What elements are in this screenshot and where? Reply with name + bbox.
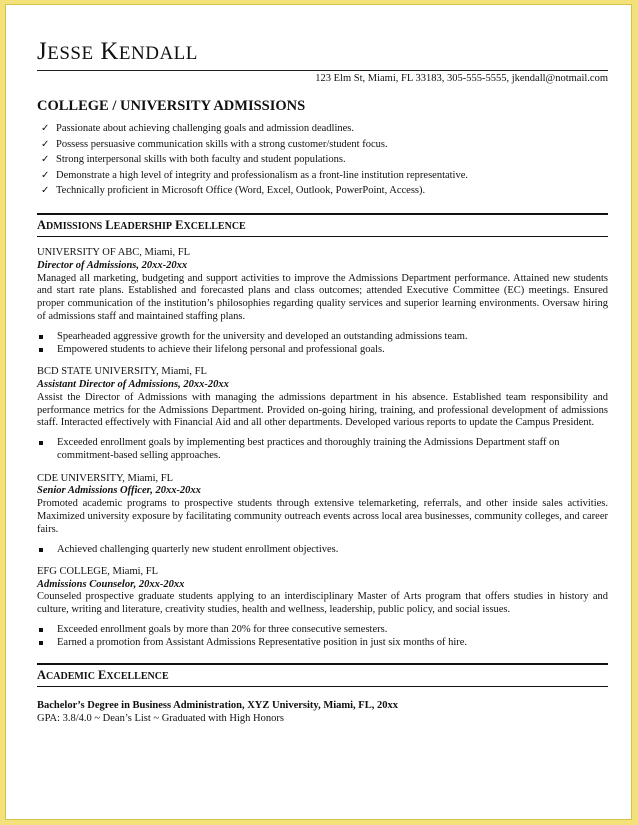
title-initial: A	[37, 217, 47, 232]
job-bullet-text: Spearheaded aggressive growth for the university and developed an outstanding admissions team.	[57, 330, 468, 342]
title-rest: EADERSHIP	[113, 220, 172, 232]
objective-title: COLLEGE / UNIVERSITY ADMISSIONS	[37, 98, 306, 114]
title-initial: E	[175, 217, 184, 232]
title-initial: L	[105, 217, 114, 232]
job-description: Counseled prospective graduate students applying to an interdisciplinary Master of Arts program that offers studies in history and culture, writing and literature, creativity studies, health and wellness, leadership, public policy, and social issues.	[37, 591, 608, 616]
job-description: Promoted academic programs to prospective students through extensive telemarketing, referrals, and other inside sales activities. Maximized university exposure by facilitating community outreach events across local area businesses, community colleges, and career fairs.	[37, 498, 608, 535]
check-icon: ✓	[41, 138, 50, 150]
objective-item-text: Passionate about achieving challenging goals and admission deadlines.	[56, 123, 355, 134]
education-section-title	[37, 665, 608, 686]
gpa-line: GPA: 3.8/4.0 ~ Dean’s List ~ Graduated with High Honors	[37, 713, 284, 725]
job-description: Assist the Director of Admissions with managing the admissions department in his absence. Established team responsibility and performance metrics for the Admissions Department. Provided on-going hiring, training, and professional development of admissions staff. Interacted effectively with Financial Aid and all other departments. Developed various reports to update the Campus President.	[37, 391, 608, 429]
job-employer: EFG COLLEGE, Miami, FL	[37, 565, 159, 577]
resume-page	[5, 4, 632, 820]
job-title: Director of Admissions, 20xx-20xx	[37, 259, 188, 271]
job-bullet	[37, 636, 608, 649]
objective-list	[37, 121, 608, 199]
objective-item-text: Strong interpersonal skills with both faculty and student populations.	[56, 154, 346, 166]
name-first-rest: ESSE	[47, 43, 94, 64]
title-initial: E	[98, 668, 107, 683]
job-employer: UNIVERSITY OF ABC, Miami, FL	[37, 246, 191, 258]
name-last-initial: K	[100, 38, 119, 65]
job-bullet-text: Exceeded enrollment goals by more than 20% for three consecutive semesters.	[57, 623, 388, 635]
section-divider-bottom	[37, 686, 608, 687]
job-bullets	[37, 543, 608, 556]
resume-content	[37, 38, 608, 725]
bullet-icon	[39, 348, 43, 352]
job-bullet	[37, 623, 608, 636]
title-rest: XCELLENCE	[183, 220, 246, 232]
education-section	[37, 663, 608, 725]
job-entry	[37, 247, 608, 356]
experience-section-title	[37, 215, 608, 236]
check-icon: ✓	[41, 185, 50, 197]
job-bullets	[37, 436, 608, 462]
check-icon: ✓	[41, 154, 50, 166]
title-rest: DMISSIONS	[46, 220, 103, 232]
job-title: Admissions Counselor, 20xx-20xx	[37, 578, 185, 590]
experience-section	[37, 213, 608, 649]
job-bullets	[37, 330, 608, 356]
degree-line: Bachelor’s Degree in Business Administration, XYZ University, Miami, FL, 20xx	[37, 700, 398, 712]
candidate-name	[37, 38, 608, 68]
job-entry	[37, 473, 608, 556]
objective-item-text: Demonstrate a high level of integrity and professionalism as a front-line institution representative.	[56, 169, 469, 181]
objective-item	[41, 137, 608, 153]
job-bullet-text: Earned a promotion from Assistant Admissions Representative position in just six months of hire.	[57, 637, 468, 649]
section-divider-bottom	[37, 236, 608, 237]
job-employer: CDE UNIVERSITY, Miami, FL	[37, 472, 174, 484]
job-bullet-text: Exceeded enrollment goals by implementing best practices and thoroughly training the Admissions Department staff on commitment-based selling approaches.	[57, 437, 560, 462]
title-initial: A	[37, 668, 47, 683]
job-bullets	[37, 623, 608, 649]
job-bullet	[37, 330, 608, 343]
job-bullet-text: Achieved challenging quarterly new student enrollment objectives.	[57, 543, 339, 555]
contact-line: 123 Elm St, Miami, FL 33183, 305-555-5555, jkendall@notmail.com	[315, 73, 608, 84]
objective-item	[41, 183, 608, 199]
job-title: Senior Admissions Officer, 20xx-20xx	[37, 485, 201, 497]
job-description: Managed all marketing, budgeting and support activities to improve the Admissions Department performance. Attained new students and start rate plans. Established and forecasted plans and class outcomes; attended Executive Committee (EC) meetings. Ensured proper communication of the institution’s philosophies regarding quality services and superior learning environments. Oversaw hiring of admissions staff and maintained staffing plans.	[37, 272, 608, 322]
job-title: Assistant Director of Admissions, 20xx-20xx	[37, 378, 229, 390]
header-divider	[37, 70, 608, 71]
name-last-rest: ENDALL	[118, 43, 198, 64]
job-bullet	[37, 343, 608, 356]
job-bullet-text: Empowered students to achieve their lifelong personal and professional goals.	[57, 343, 385, 355]
bullet-icon	[39, 628, 43, 632]
objective-item	[41, 152, 608, 168]
bullet-icon	[39, 335, 43, 339]
objective-item-text: Possess persuasive communication skills with a strong customer/student focus.	[56, 138, 388, 150]
check-icon: ✓	[41, 123, 50, 134]
check-icon: ✓	[41, 169, 50, 181]
job-entry	[37, 566, 608, 650]
objective-item	[41, 168, 608, 184]
title-rest: CADEMIC	[46, 671, 95, 683]
title-rest: XCELLENCE	[106, 671, 169, 683]
job-bullet	[37, 543, 608, 556]
objective-item-text: Technically proficient in Microsoft Office (Word, Excel, Outlook, PowerPoint, Access).	[56, 185, 426, 197]
objective-item	[41, 121, 608, 137]
name-first-initial: J	[37, 38, 48, 65]
bullet-icon	[39, 441, 43, 445]
bullet-icon	[39, 641, 43, 645]
job-employer: BCD STATE UNIVERSITY, Miami, FL	[37, 366, 207, 378]
job-entry	[37, 366, 608, 462]
bullet-icon	[39, 548, 43, 552]
job-bullet	[37, 436, 608, 462]
